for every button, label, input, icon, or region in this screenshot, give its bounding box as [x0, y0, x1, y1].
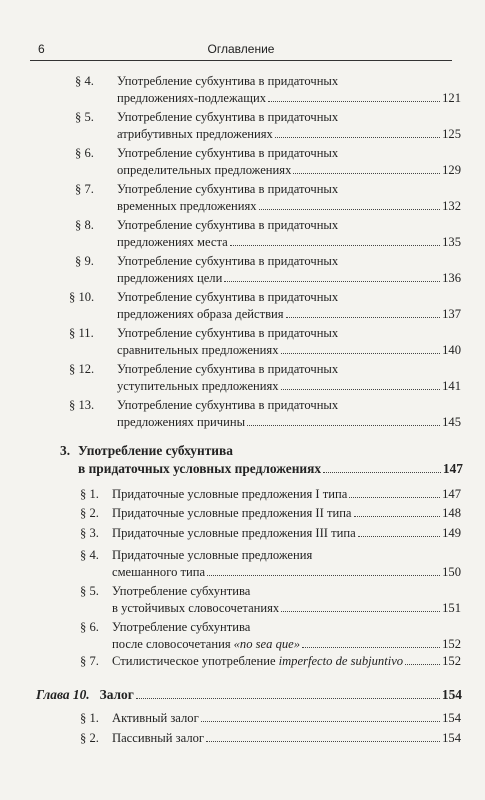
entry-title-line1: Употребление субхунтива в придаточных	[117, 218, 339, 232]
entry-number: § 8.	[75, 218, 94, 232]
leader-dots	[247, 424, 440, 426]
entry-title-line1: Употребление субхунтива в придаточных	[117, 290, 339, 304]
entry-title-line2: смешанного типа	[112, 565, 206, 579]
entry-page: 154	[442, 731, 461, 745]
leader-dots	[358, 535, 440, 537]
entry-title: Придаточные условные предложения III типа	[112, 526, 356, 540]
entry-number: § 12.	[69, 362, 95, 376]
entry-page: 154	[442, 711, 461, 725]
entry-number: § 6.	[75, 146, 94, 160]
entry-title-line1: Употребление субхунтива в придаточных	[117, 362, 339, 376]
page-number: 6	[38, 42, 45, 56]
entry-number: § 10.	[69, 290, 95, 304]
entry-page: 132	[442, 199, 461, 213]
entry-page: 136	[442, 271, 461, 285]
entry-title-line1: Употребление субхунтива в придаточных	[117, 254, 339, 268]
running-header	[30, 38, 452, 58]
entry-title-line1: Употребление субхунтива в придаточных	[117, 326, 339, 340]
entry-number: § 7.	[80, 654, 99, 668]
leader-dots	[268, 100, 440, 102]
entry-title-line2: в устойчивых словосочетаниях	[112, 601, 280, 615]
entry-number: § 5.	[75, 110, 94, 124]
entry-number: § 11.	[69, 326, 94, 340]
section-number: 3.	[60, 443, 71, 458]
entry-title-line1: Употребление субхунтива в придаточных	[117, 110, 339, 124]
entry-number: § 9.	[75, 254, 94, 268]
entry-number: § 4.	[75, 74, 94, 88]
entry-title-line1: Употребление субхунтива	[112, 584, 251, 598]
entry-number: § 2.	[80, 506, 99, 520]
entry-number: § 6.	[80, 620, 99, 634]
entry-title-line2: предложениях образа действия	[117, 307, 284, 321]
entry-page: 151	[442, 601, 461, 615]
entry-title: Придаточные условные предложения I типа	[112, 487, 348, 501]
entry-title-line1: Придаточные условные предложения	[112, 548, 313, 562]
entry-number: § 5.	[80, 584, 99, 598]
leader-dots	[224, 280, 440, 282]
running-title: Оглавление	[207, 42, 275, 56]
chapter-title: Залог	[99, 687, 134, 702]
entry-title-line1: Употребление субхунтива в придаточных	[117, 74, 339, 88]
entry-page: 137	[442, 307, 461, 321]
section-title-line1: Употребление субхунтива	[78, 443, 233, 458]
leader-dots	[323, 471, 441, 473]
entry-page: 121	[442, 91, 461, 105]
leader-dots	[286, 316, 441, 318]
header-rule	[30, 60, 452, 61]
leader-dots	[275, 136, 440, 138]
entry-title-phrase: «no sea que»	[233, 637, 301, 651]
leader-dots	[230, 244, 440, 246]
entry-number: § 1.	[80, 711, 99, 725]
section-title-line2: в придаточных условных предложениях	[78, 461, 322, 476]
entry-title-line1: Употребление субхунтива в придаточных	[117, 398, 339, 412]
entry-number: § 1.	[80, 487, 99, 501]
entry-number: § 2.	[80, 731, 99, 745]
entry-title: Пассивный залог	[112, 731, 205, 745]
leader-dots	[302, 646, 440, 648]
entry-page: 140	[442, 343, 461, 357]
section-page: 147	[442, 461, 463, 476]
leader-dots	[136, 697, 440, 699]
entry-title-line2: после словосочетания	[112, 637, 231, 651]
entry-title-line2: предложениях причины	[117, 415, 246, 429]
leader-dots	[259, 208, 441, 210]
entry-title-line2: сравнительных предложениях	[117, 343, 279, 357]
entry-title: Стилистическое употребление	[112, 654, 276, 668]
leader-dots	[281, 352, 441, 354]
leader-dots	[405, 663, 440, 665]
entry-title: Активный залог	[112, 711, 199, 725]
entry-page: 141	[442, 379, 461, 393]
leader-dots	[281, 610, 440, 612]
entry-number: § 13.	[69, 398, 95, 412]
leader-dots	[206, 740, 440, 742]
entry-title-line1: Употребление субхунтива в придаточных	[117, 146, 339, 160]
entry-title: Придаточные условные предложения II типа	[112, 506, 352, 520]
entry-page: 148	[442, 506, 461, 520]
entry-page: 152	[442, 654, 461, 668]
entry-page: 129	[442, 163, 461, 177]
entry-title-line2: атрибутивных предложениях	[117, 127, 273, 141]
entry-page: 150	[442, 565, 461, 579]
entry-number: § 3.	[80, 526, 99, 540]
entry-page: 135	[442, 235, 461, 249]
entry-title-phrase: imperfecto de subjuntivo	[278, 654, 404, 668]
leader-dots	[201, 720, 440, 722]
entry-title-line2: предложениях-подлежащих	[117, 91, 267, 105]
entry-title-line1: Употребление субхунтива в придаточных	[117, 182, 339, 196]
leader-dots	[349, 496, 440, 498]
entry-title-line1: Употребление субхунтива	[112, 620, 251, 634]
leader-dots	[207, 574, 440, 576]
entry-title-line2: временных предложениях	[117, 199, 257, 213]
entry-page: 145	[442, 415, 461, 429]
chapter-page: 154	[441, 687, 462, 702]
leader-dots	[293, 172, 440, 174]
chapter-label: Глава 10.	[36, 687, 90, 702]
entry-number: § 4.	[80, 548, 99, 562]
leader-dots	[281, 388, 441, 390]
entry-title-line2: уступительных предложениях	[117, 379, 279, 393]
entry-number: § 7.	[75, 182, 94, 196]
entry-page: 125	[442, 127, 461, 141]
entry-title-line2: предложениях цели	[117, 271, 223, 285]
entry-title-line2: предложениях места	[117, 235, 228, 249]
entry-page: 149	[442, 526, 461, 540]
leader-dots	[354, 515, 441, 517]
entry-page: 147	[442, 487, 461, 501]
entry-title-line2: определительных предложениях	[117, 163, 292, 177]
entry-page: 152	[442, 637, 461, 651]
